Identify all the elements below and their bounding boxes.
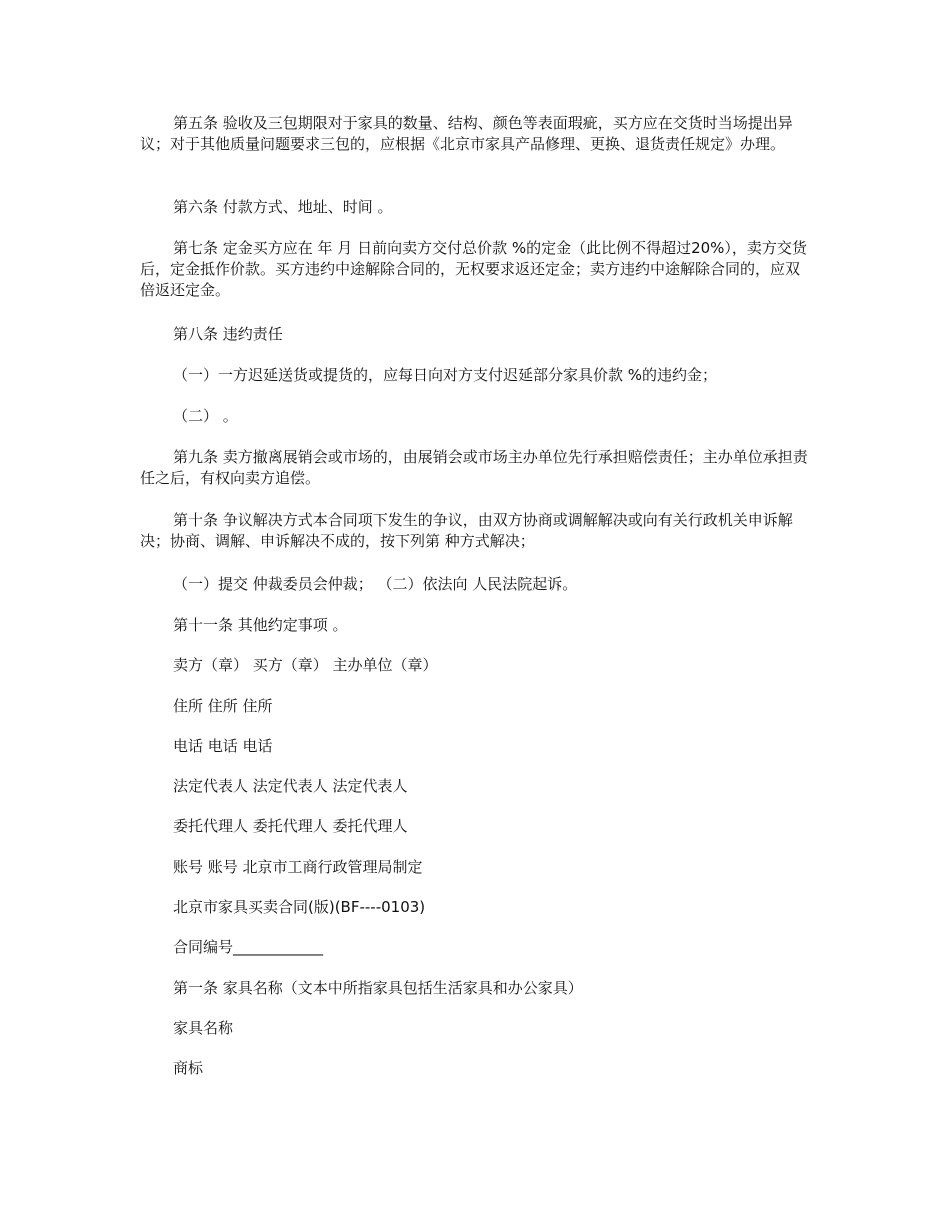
furniture-name-label: 家具名称 [173,1019,234,1037]
legal-representative-line: 法定代表人 法定代表人 法定代表人 [173,777,408,795]
clause-5-paragraph: 第五条 验收及三包期限对于家具的数量、结构、颜色等表面瑕疵，买方应在交货时当场提出异议；对于其他质量问题要求三包的，应根据《北京市家具产品修理、更换、退货责任规定》办理。 [140,114,793,153]
clause-9-paragraph: 第九条 卖方撤离展销会或市场的，由展销会或市场主办单位先行承担赔偿责任；主办单位承担责任之后，有权向卖方追偿。 [140,448,808,487]
signature-parties-line: 卖方（章） 买方（章） 主办单位（章） [173,656,438,674]
account-line: 账号 账号 北京市工商行政管理局制定 [173,858,423,876]
clause-8-item-2: （二） 。 [173,407,238,425]
contract-number-line: 合同编号____________ [173,938,324,956]
clause-8-heading: 第八条 违约责任 [173,325,283,343]
clause-7-paragraph: 第七条 定金买方应在 年 月 日前向卖方交付总价款 %的定金（此比例不得超过20%），卖方交货后，定金抵作价款。买方违约中途解除合同的，无权要求返还定金；卖方违约中途解除合同的，应双倍返还定金。 [140,239,807,299]
clause-6-paragraph: 第六条 付款方式、地址、时间 。 [173,198,393,216]
authorized-agent-line: 委托代理人 委托代理人 委托代理人 [173,817,408,835]
clause-10-options: （一）提交 仲裁委员会仲裁； （二）依法向 人民法院起诉。 [173,575,578,593]
contract-title: 北京市家具买卖合同(版)(BF----0103) [173,898,426,916]
clause-10-paragraph: 第十条 争议解决方式本合同项下发生的争议，由双方协商或调解解决或向有关行政机关申诉解决；协商、调解、申诉解决不成的，按下列第 种方式解决； [140,511,793,550]
trademark-label: 商标 [173,1059,204,1077]
clause-1-heading: 第一条 家具名称（文本中所指家具包括生活家具和办公家具） [173,979,583,997]
phone-line: 电话 电话 电话 [173,737,273,755]
address-line: 住所 住所 住所 [173,697,273,715]
clause-8-item-1: （一）一方迟延送货或提货的，应每日向对方支付迟延部分家具价款 %的违约金； [173,366,718,384]
clause-11-paragraph: 第十一条 其他约定事项 。 [173,616,348,634]
